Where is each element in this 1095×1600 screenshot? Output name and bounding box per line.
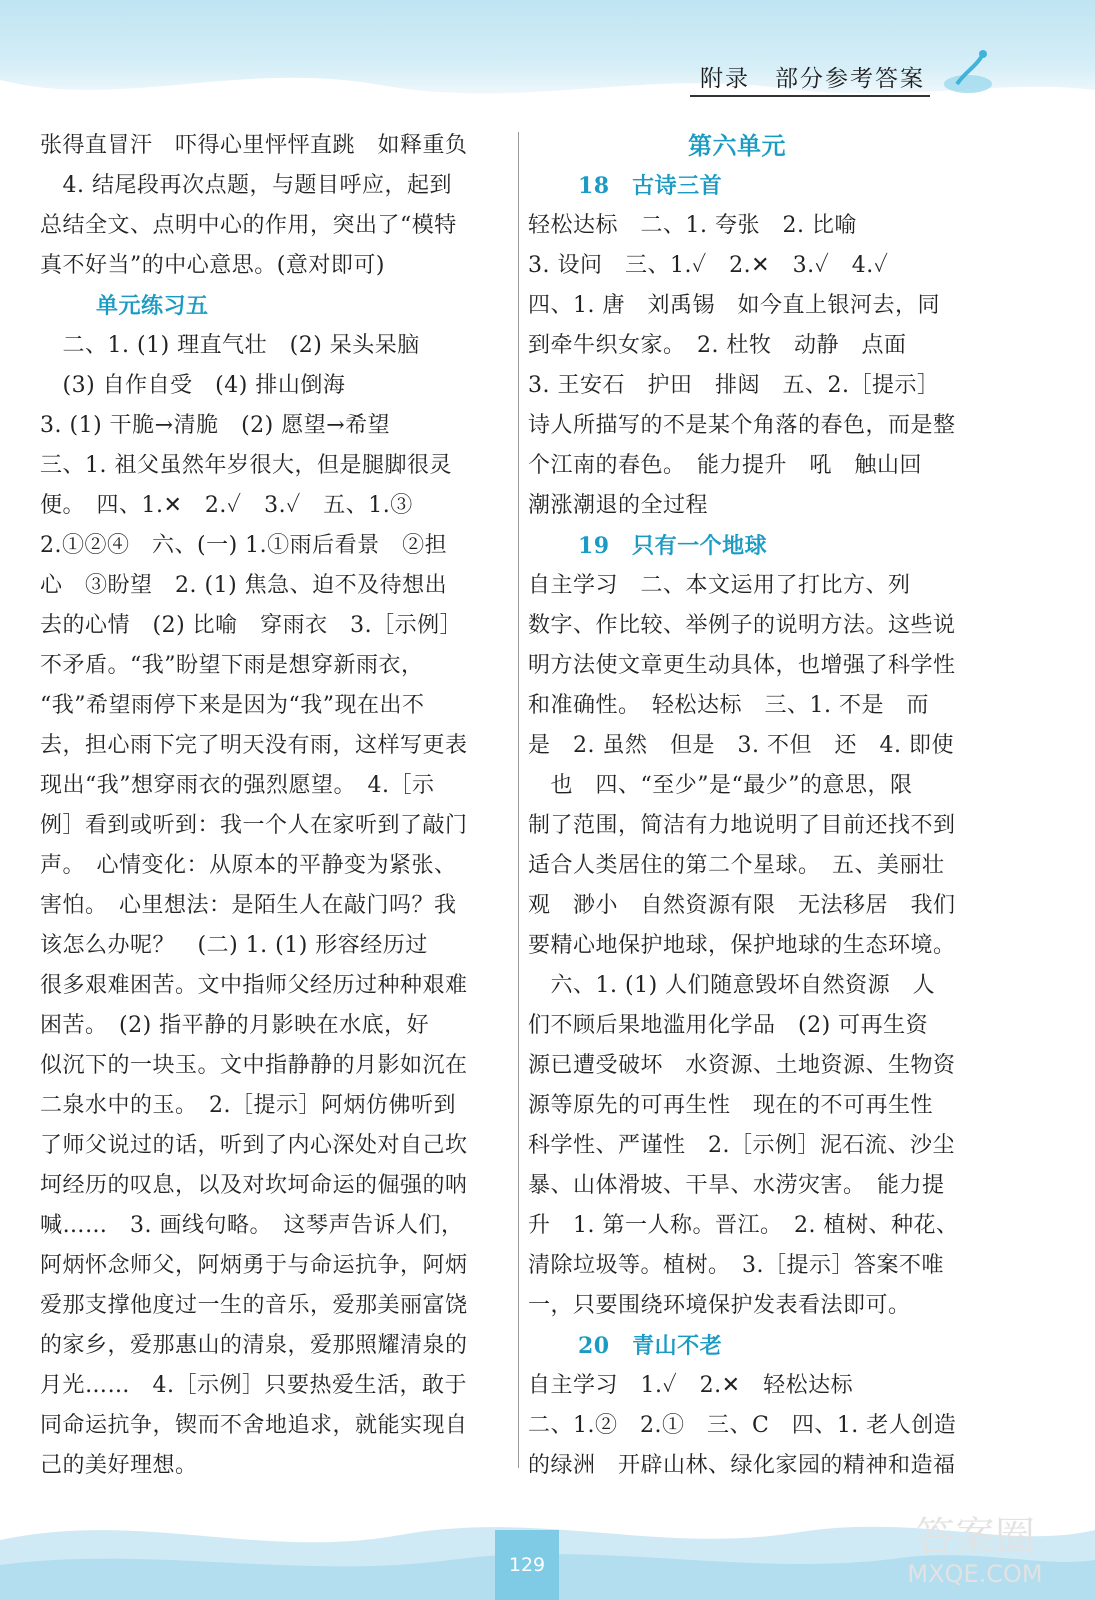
- text-line: 轻松达标 二、1. 夸张 2. 比喻: [528, 213, 857, 238]
- text-line: 们不顾后果地滥用化学品 (2) 可再生资: [528, 1013, 929, 1038]
- text-line: 真不好当”的中心意思。(意对即可): [40, 253, 385, 278]
- text-line: 张得直冒汗 吓得心里怦怦直跳 如释重负: [40, 133, 468, 158]
- text-line: 自主学习 二、本文运用了打比方、列: [528, 573, 911, 598]
- text-line: 也 四、“至少”是“最少”的意思，限: [528, 773, 913, 798]
- page-number: 129: [495, 1530, 559, 1600]
- text-line: 去的心情 (2) 比喻 穿雨衣 3.［示例］: [40, 613, 463, 638]
- text-line: 声。 心情变化：从原本的平静变为紧张、: [40, 853, 457, 878]
- header-underline: [690, 95, 930, 97]
- text-line: 同命运抗争，锲而不舍地追求，就能实现自: [40, 1413, 468, 1438]
- text-line: “我”希望雨停下来是因为“我”现在出不: [40, 693, 425, 718]
- text-line: 便。 四、1.✕ 2.✓ 3.✓ 五、1.③: [40, 493, 413, 518]
- text-line: 四、1. 唐 刘禹锡 如今直上银河去，同: [528, 293, 940, 318]
- text-line: 很多艰难困苦。文中指师父经历过种种艰难: [40, 973, 468, 998]
- text-line: 例］看到或听到：我一个人在家听到了敲门: [40, 813, 468, 838]
- text-line: 源等原先的可再生性 现在的不可再生性: [528, 1093, 934, 1118]
- text-line: 的家乡，爱那惠山的清泉，爱那照耀清泉的: [40, 1333, 468, 1358]
- text-line: 似沉下的一块玉。文中指静静的月影如沉在: [40, 1053, 468, 1078]
- text-line: 去，担心雨下完了明天没有雨，这样写更表: [40, 733, 468, 758]
- lesson-heading: 20 青山不老: [578, 1333, 723, 1359]
- text-line: 喊…… 3. 画线句略。 这琴声告诉人们，: [40, 1213, 464, 1238]
- text-line: 月光…… 4.［示例］只要热爱生活，敢于: [40, 1373, 467, 1398]
- text-line: 心 ③盼望 2. (1) 焦急、迫不及待想出: [40, 573, 448, 598]
- text-line: 一，只要围绕环境保护发表看法即可。: [528, 1293, 911, 1318]
- text-line: 适合人类居住的第二个星球。 五、美丽壮: [528, 853, 945, 878]
- left-column: [40, 126, 502, 1486]
- text-line: (3) 自作自受 (4) 排山倒海: [40, 373, 346, 398]
- text-line: 3. 设问 三、1.✓ 2.✕ 3.✓ 4.✓: [528, 253, 889, 278]
- right-column: [528, 126, 980, 1486]
- text-line: 明方法使文章更生动具体，也增强了科学性: [528, 653, 956, 678]
- text-line: 暴、山体滑坡、干旱、水涝灾害。 能力提: [528, 1173, 945, 1198]
- text-line: 数字、作比较、举例子的说明方法。这些说: [528, 613, 956, 638]
- text-line: 诗人所描写的不是某个角落的春色，而是整: [528, 413, 956, 438]
- text-line: 到牵牛织女家。 2. 杜牧 动静 点面: [528, 333, 907, 358]
- page-header-title: 附录 部分参考答案: [700, 66, 925, 92]
- text-line: 潮涨潮退的全过程: [528, 493, 709, 518]
- text-line: 了师父说过的话，听到了内心深处对自己坎: [40, 1133, 468, 1158]
- text-line: 不矛盾。“我”盼望下雨是想穿新雨衣，: [40, 653, 424, 678]
- text-line: 源已遭受破坏 水资源、土地资源、生物资: [528, 1053, 956, 1078]
- lesson-heading: 18 古诗三首: [578, 173, 723, 199]
- text-line: 二、1. (1) 理直气壮 (2) 呆头呆脑: [40, 333, 420, 358]
- text-line: 自主学习 1.✓ 2.✕ 轻松达标: [528, 1373, 854, 1398]
- text-line: 的绿洲 开辟山林、绿化家园的精神和造福: [528, 1453, 956, 1478]
- text-line: 和准确性。 轻松达标 三、1. 不是 而: [528, 693, 929, 718]
- text-line: 个江南的春色。 能力提升 吼 触山回: [528, 453, 923, 478]
- text-line: 困苦。 (2) 指平静的月影映在水底，好: [40, 1013, 430, 1038]
- section-heading: 单元练习五: [96, 293, 209, 319]
- text-line: 2.①②④ 六、(一) 1.①雨后看景 ②担: [40, 533, 448, 558]
- text-line: 该怎么办呢？ (二) 1. (1) 形容经历过: [40, 933, 428, 958]
- text-line: 阿炳怀念师父，阿炳勇于与命运抗争，阿炳: [40, 1253, 468, 1278]
- watermark-site-text: MXQE.COM: [907, 1560, 1043, 1588]
- text-line: 制了范围，简洁有力地说明了目前还找不到: [528, 813, 956, 838]
- watermark-logo-text: 答案圈: [915, 1514, 1035, 1560]
- text-line: 观 渺小 自然资源有限 无法移居 我们: [528, 893, 956, 918]
- column-divider: [518, 132, 519, 1468]
- text-line: 是 2. 虽然 但是 3. 不但 还 4. 即使: [528, 733, 954, 758]
- text-line: 二、1.② 2.① 三、C 四、1. 老人创造: [528, 1413, 957, 1438]
- text-line: 升 1. 第一人称。晋江。 2. 植树、种花、: [528, 1213, 959, 1238]
- text-line: 要精心地保护地球，保护地球的生态环境。: [528, 933, 956, 958]
- text-line: 3. 王安石 护田 排闼 五、2.［提示］: [528, 373, 940, 398]
- text-line: 4. 结尾段再次点题，与题目呼应，起到: [40, 173, 452, 198]
- text-line: 三、1. 祖父虽然年岁很大，但是腿脚很灵: [40, 453, 452, 478]
- text-line: 害怕。 心里想法：是陌生人在敲门吗？我: [40, 893, 457, 918]
- text-line: 现出“我”想穿雨衣的强烈愿望。 4.［示: [40, 773, 435, 798]
- text-line: 3. (1) 干脆→清脆 (2) 愿望→希望: [40, 413, 391, 438]
- text-line: 坷经历的叹息，以及对坎坷命运的倔强的呐: [40, 1173, 468, 1198]
- text-line: 总结全文、点明中心的作用，突出了“模特: [40, 213, 457, 238]
- unit-heading: 第六单元: [688, 131, 786, 160]
- sparkle-icon: [937, 44, 999, 106]
- lesson-heading: 19 只有一个地球: [578, 533, 768, 559]
- watermark-logo: [875, 1502, 1075, 1592]
- text-line: 爱那支撑他度过一生的音乐，爱那美丽富饶: [40, 1293, 468, 1318]
- text-line: 己的美好理想。: [40, 1453, 198, 1478]
- text-line: 清除垃圾等。植树。 3.［提示］答案不唯: [528, 1253, 944, 1278]
- text-line: 科学性、严谨性 2.［示例］泥石流、沙尘: [528, 1133, 955, 1158]
- text-line: 二泉水中的玉。 2.［提示］阿炳仿佛听到: [40, 1093, 456, 1118]
- text-line: 六、1. (1) 人们随意毁坏自然资源 人: [528, 973, 936, 998]
- header-wave-decoration: [0, 60, 1095, 120]
